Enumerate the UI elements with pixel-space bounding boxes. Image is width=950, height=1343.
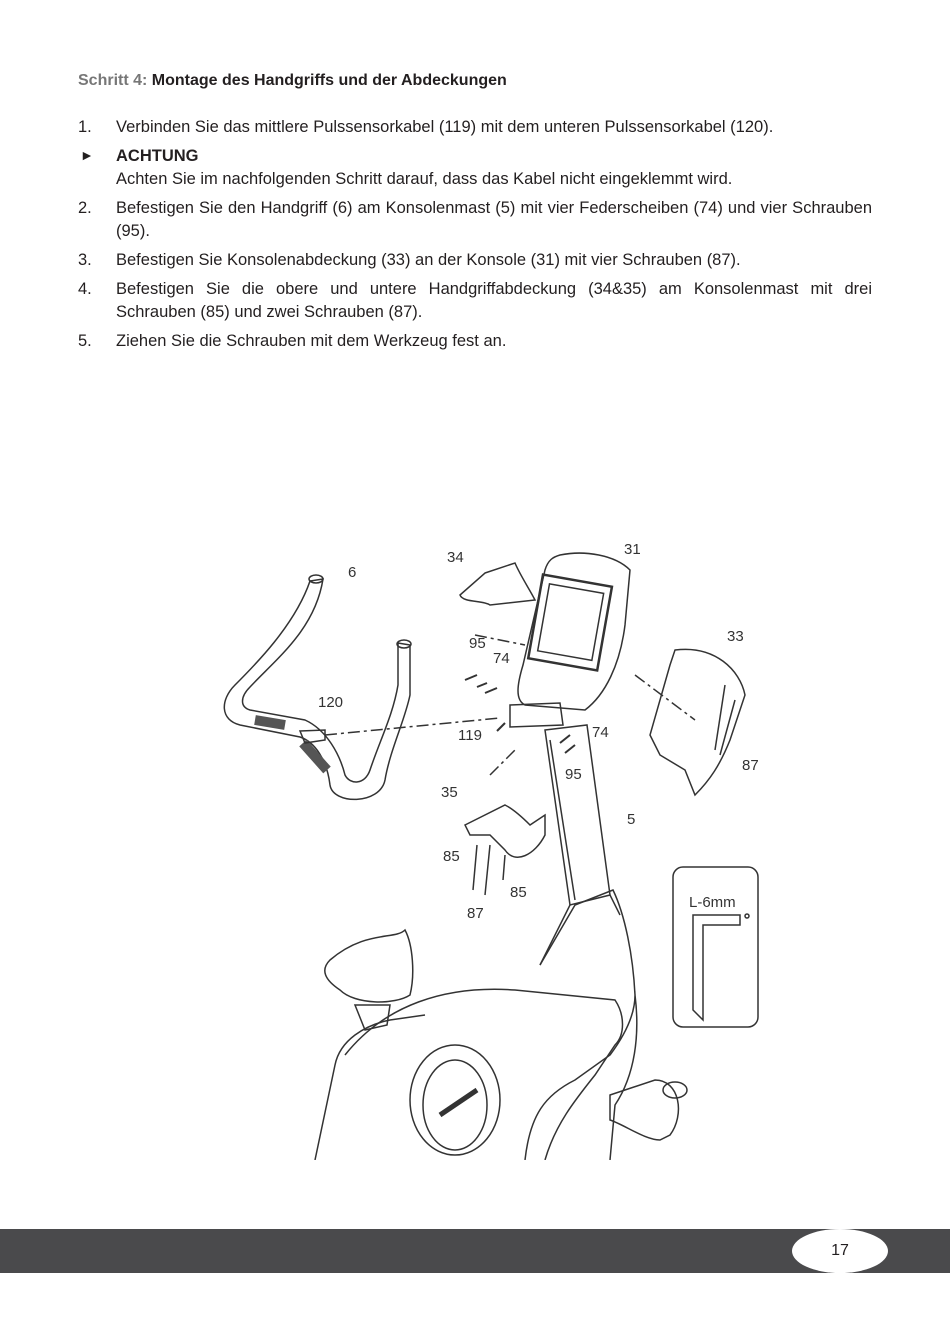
item-number: 2.	[78, 199, 92, 217]
console-drawing	[518, 553, 630, 710]
label-washer-74-right: 74	[592, 724, 609, 741]
label-handlebar: 6	[348, 564, 357, 581]
label-upper-cover: 34	[447, 549, 464, 566]
item-text: Ziehen Sie die Schrauben mit dem Werkzeug fest an.	[116, 332, 507, 350]
label-screw-95-bottom: 95	[565, 766, 582, 783]
arrow-icon: ►	[80, 147, 94, 163]
warning-title: ACHTUNG	[116, 147, 199, 165]
item-text: Befestigen Sie die obere und untere Handgriffabdeckung (34&35) am Konsolenmast mit drei Schrauben (85) und zwei Schrauben (87).	[116, 280, 872, 321]
seat-drawing	[325, 930, 413, 1002]
bike-frame-drawing	[525, 890, 637, 1160]
hex-key-icon	[693, 915, 740, 1020]
label-cable-119: 119	[458, 727, 482, 744]
list-item	[78, 116, 872, 139]
item-number: 4.	[78, 280, 92, 298]
section-heading	[78, 72, 507, 90]
label-screw-85-left: 85	[443, 848, 460, 865]
label-lower-cover: 35	[441, 784, 458, 801]
label-screw-87-right: 87	[742, 757, 759, 774]
instruction-list	[78, 116, 872, 359]
label-tool: L-6mm	[689, 894, 736, 911]
warning-text: Achten Sie im nachfolgenden Schritt darauf, dass das Kabel nicht eingeklemmt wird.	[116, 170, 733, 188]
list-item	[78, 278, 872, 324]
label-screw-95-top: 95	[469, 635, 486, 652]
item-number: 3.	[78, 251, 92, 269]
item-text: Befestigen Sie Konsolenabdeckung (33) an der Konsole (31) mit vier Schrauben (87).	[116, 251, 741, 269]
list-item	[78, 249, 872, 272]
assembly-diagram	[215, 535, 775, 1160]
list-item	[78, 197, 872, 243]
item-number: 1.	[78, 118, 92, 136]
item-text: Verbinden Sie das mittlere Pulssensorkabel (119) mit dem unteren Pulssensorkabel (120).	[116, 118, 774, 136]
label-screw-87-bottom: 87	[467, 905, 484, 922]
console-cover-drawing	[650, 649, 745, 795]
upper-cover-drawing	[460, 563, 535, 605]
label-console: 31	[624, 541, 641, 558]
item-text: Befestigen Sie den Handgriff (6) am Konsolenmast (5) mit vier Federscheiben (74) und vier Schrauben (95).	[116, 199, 872, 240]
tool-box	[673, 867, 758, 1027]
label-washer-74-top: 74	[493, 650, 510, 667]
label-mast: 5	[627, 811, 636, 828]
console-mast-drawing	[545, 725, 610, 905]
item-number: 5.	[78, 332, 92, 350]
label-console-cover: 33	[727, 628, 744, 645]
page-number: 17	[792, 1229, 888, 1273]
step-title: Montage des Handgriffs und der Abdeckungen	[151, 72, 507, 89]
list-item	[78, 330, 872, 353]
label-cable-120: 120	[318, 694, 344, 711]
step-label: Schritt 4:	[78, 72, 148, 89]
warning-note	[78, 145, 872, 191]
label-screw-85-right: 85	[510, 884, 527, 901]
